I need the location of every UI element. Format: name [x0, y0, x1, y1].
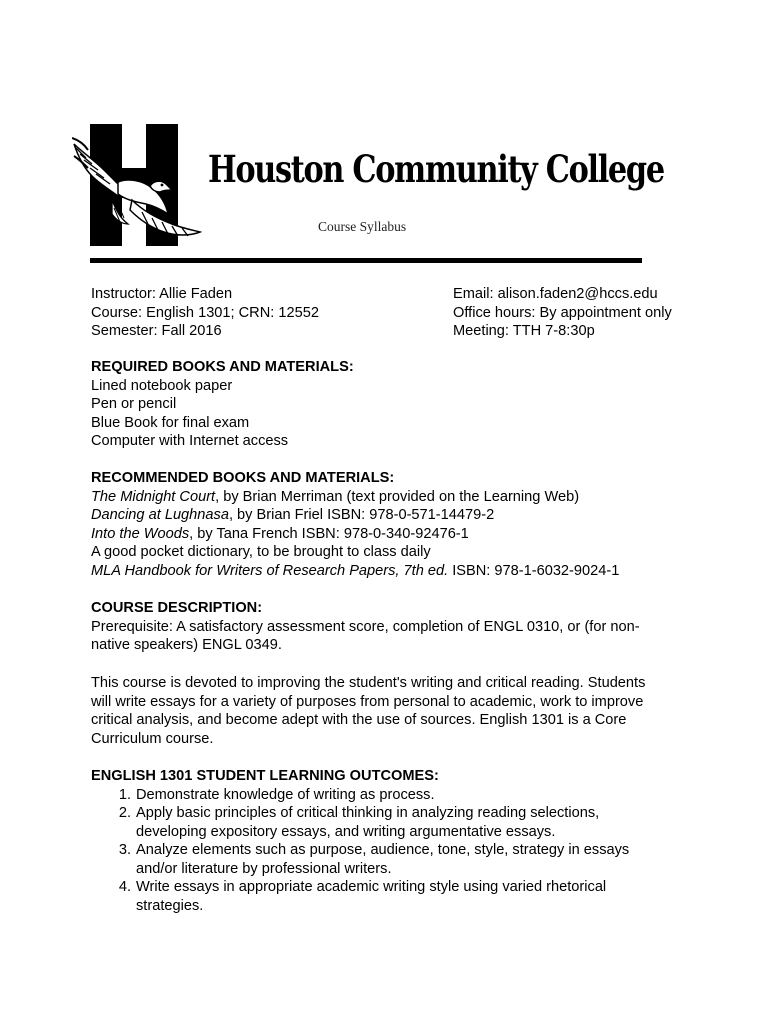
list-item	[91, 804, 629, 841]
item-text: Analyze elements such as purpose, audience, tone, style, strategy in essays	[136, 842, 630, 858]
book-details: , by Brian Friel ISBN: 978-0-571-14479-2	[228, 507, 495, 523]
list-item: Lined notebook paper	[91, 377, 233, 394]
email-line: Email: alison.faden2@hccs.edu	[453, 286, 658, 302]
prerequisite-line: Prerequisite: A satisfactory assessment score, completion of ENGL 0310, or (for non-	[91, 618, 640, 635]
list-item: Computer with Internet access	[91, 433, 289, 449]
list-item	[91, 786, 629, 805]
college-name: Houston Community College	[208, 147, 664, 191]
course-description-paragraph	[91, 674, 645, 748]
book-title: The Midnight Court	[91, 488, 216, 505]
paragraph-line: will write essays for a variety of purposes from personal to academic, work to improve	[91, 693, 644, 710]
item-number: 1.	[118, 786, 131, 803]
header-divider	[90, 258, 642, 263]
book-details: , by Tana French ISBN: 978-0-340-92476-1	[189, 525, 469, 542]
list-item	[91, 506, 619, 525]
list-item	[91, 878, 629, 915]
list-item	[91, 525, 619, 544]
list-item: Pen or pencil	[91, 396, 177, 412]
recommended-materials-section	[91, 469, 619, 580]
item-text: strategies.	[136, 897, 204, 914]
prerequisite-line: native speakers) ENGL 0349.	[91, 637, 282, 653]
book-title: Into the Woods	[91, 525, 190, 542]
list-item	[91, 488, 619, 507]
list-item: Blue Book for final exam	[91, 414, 250, 431]
item-number: 4.	[118, 879, 131, 895]
course-info-right	[453, 285, 672, 341]
item-number: 3.	[118, 842, 131, 858]
item-text: developing expository essays, and writing argumentative essays.	[136, 823, 556, 840]
outcomes-list	[91, 786, 629, 916]
hcc-eagle-logo-icon	[72, 124, 202, 246]
outcomes-heading: ENGLISH 1301 STUDENT LEARNING OUTCOMES:	[91, 768, 439, 784]
book-details: , by Brian Merriman (text provided on the Learning Web)	[215, 488, 580, 505]
course-info-left	[91, 285, 319, 341]
list-item	[91, 562, 619, 581]
meeting-line: Meeting: TTH 7-8:30p	[453, 323, 595, 339]
book-details: A good pocket dictionary, to be brought to class daily	[91, 544, 431, 560]
item-text: Write essays in appropriate academic writing style using varied rhetorical	[136, 879, 607, 895]
book-details: ISBN: 978-1-6032-9024-1	[448, 562, 620, 579]
description-heading: COURSE DESCRIPTION:	[91, 600, 263, 616]
item-text: and/or literature by professional writers.	[136, 860, 392, 877]
item-text: Demonstrate knowledge of writing as process.	[136, 786, 435, 803]
item-text: Apply basic principles of critical thinking in analyzing reading selections,	[136, 805, 600, 821]
list-item	[91, 543, 619, 562]
paragraph-line: critical analysis, and become adept with the use of sources. English 1301 is a Core	[91, 712, 627, 728]
document-title: Course Syllabus	[318, 219, 407, 234]
item-number: 2.	[118, 805, 131, 821]
instructor-line: Instructor: Allie Faden	[91, 286, 233, 302]
paragraph-line: Curriculum course.	[91, 730, 214, 747]
semester-line: Semester: Fall 2016	[91, 323, 222, 339]
office-hours-line: Office hours: By appointment only	[453, 304, 672, 321]
learning-outcomes-section	[91, 767, 629, 915]
paragraph-line: This course is devoted to improving the student's writing and critical reading. Students	[91, 675, 646, 691]
book-title: Dancing at Lughnasa	[91, 507, 229, 523]
required-materials-section	[91, 358, 354, 451]
required-heading: REQUIRED BOOKS AND MATERIALS:	[91, 359, 354, 375]
book-title: MLA Handbook for Writers of Research Papers, 7th ed.	[91, 562, 449, 579]
list-item	[91, 841, 629, 878]
recommended-heading: RECOMMENDED BOOKS AND MATERIALS:	[91, 470, 395, 486]
course-description-section	[91, 599, 640, 655]
course-line: Course: English 1301; CRN: 12552	[91, 304, 319, 321]
